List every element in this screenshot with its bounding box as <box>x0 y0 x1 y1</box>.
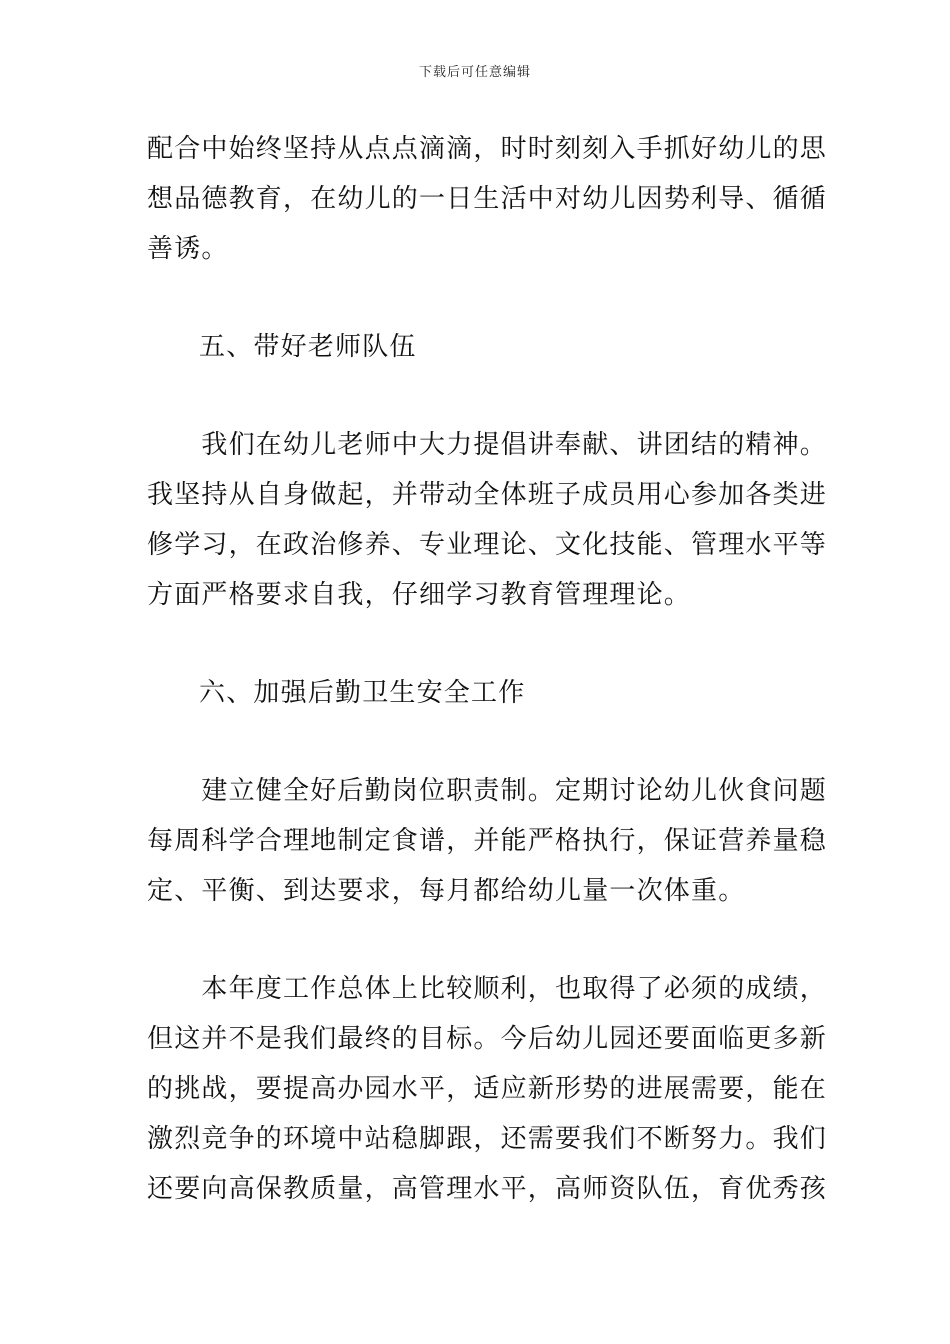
document-body <box>147 124 828 1214</box>
text-line: 善诱。 <box>147 234 229 264</box>
text-line: 建立健全好后勤岗位职责制。定期讨论幼儿伙食问题 <box>147 776 828 806</box>
text-line: 激烈竞争的环境中站稳脚跟，还需要我们不断努力。我们 <box>147 1124 828 1154</box>
text-line: 修学习，在政治修养、专业理论、文化技能、管理水平等 <box>147 530 828 560</box>
paragraph-gap <box>147 620 807 668</box>
text-line: 每周科学合理地制定食谱，并能严格执行，保证营养量稳 <box>147 826 828 856</box>
section-heading-logistics-safety: 六、加强后勤卫生安全工作 <box>199 678 526 708</box>
paragraph-gap <box>147 274 807 322</box>
paragraph-teacher-team <box>147 420 828 620</box>
page-header: 下载后可任意编辑 <box>418 65 531 80</box>
paragraph-logistics <box>147 766 828 916</box>
text-line: 本年度工作总体上比较顺利，也取得了必须的成绩， <box>147 974 828 1004</box>
paragraph-gap <box>147 372 807 420</box>
section-heading-teacher-team: 五、带好老师队伍 <box>199 332 417 362</box>
text-line: 我坚持从自身做起，并带动全体班子成员用心参加各类进 <box>147 480 828 510</box>
text-line: 我们在幼儿老师中大力提倡讲奉献、讲团结的精神。 <box>147 430 828 460</box>
text-line: 想品德教育，在幼儿的一日生活中对幼儿因势利导、循循 <box>147 184 828 214</box>
text-line: 定、平衡、到达要求，每月都给幼儿量一次体重。 <box>147 876 746 906</box>
paragraph-moral-education <box>147 124 828 274</box>
text-line: 配合中始终坚持从点点滴滴，时时刻刻入手抓好幼儿的思 <box>147 134 828 164</box>
paragraph-annual-summary <box>147 964 828 1214</box>
text-line: 的挑战，要提高办园水平，适应新形势的进展需要，能在 <box>147 1074 828 1104</box>
paragraph-gap <box>147 916 807 964</box>
text-line: 但这并不是我们最终的目标。今后幼儿园还要面临更多新 <box>147 1024 828 1054</box>
text-line: 还要向高保教质量，高管理水平，高师资队伍，育优秀孩 <box>147 1174 828 1204</box>
text-line: 方面严格要求自我，仔细学习教育管理理论。 <box>147 580 692 610</box>
paragraph-gap <box>147 718 807 766</box>
